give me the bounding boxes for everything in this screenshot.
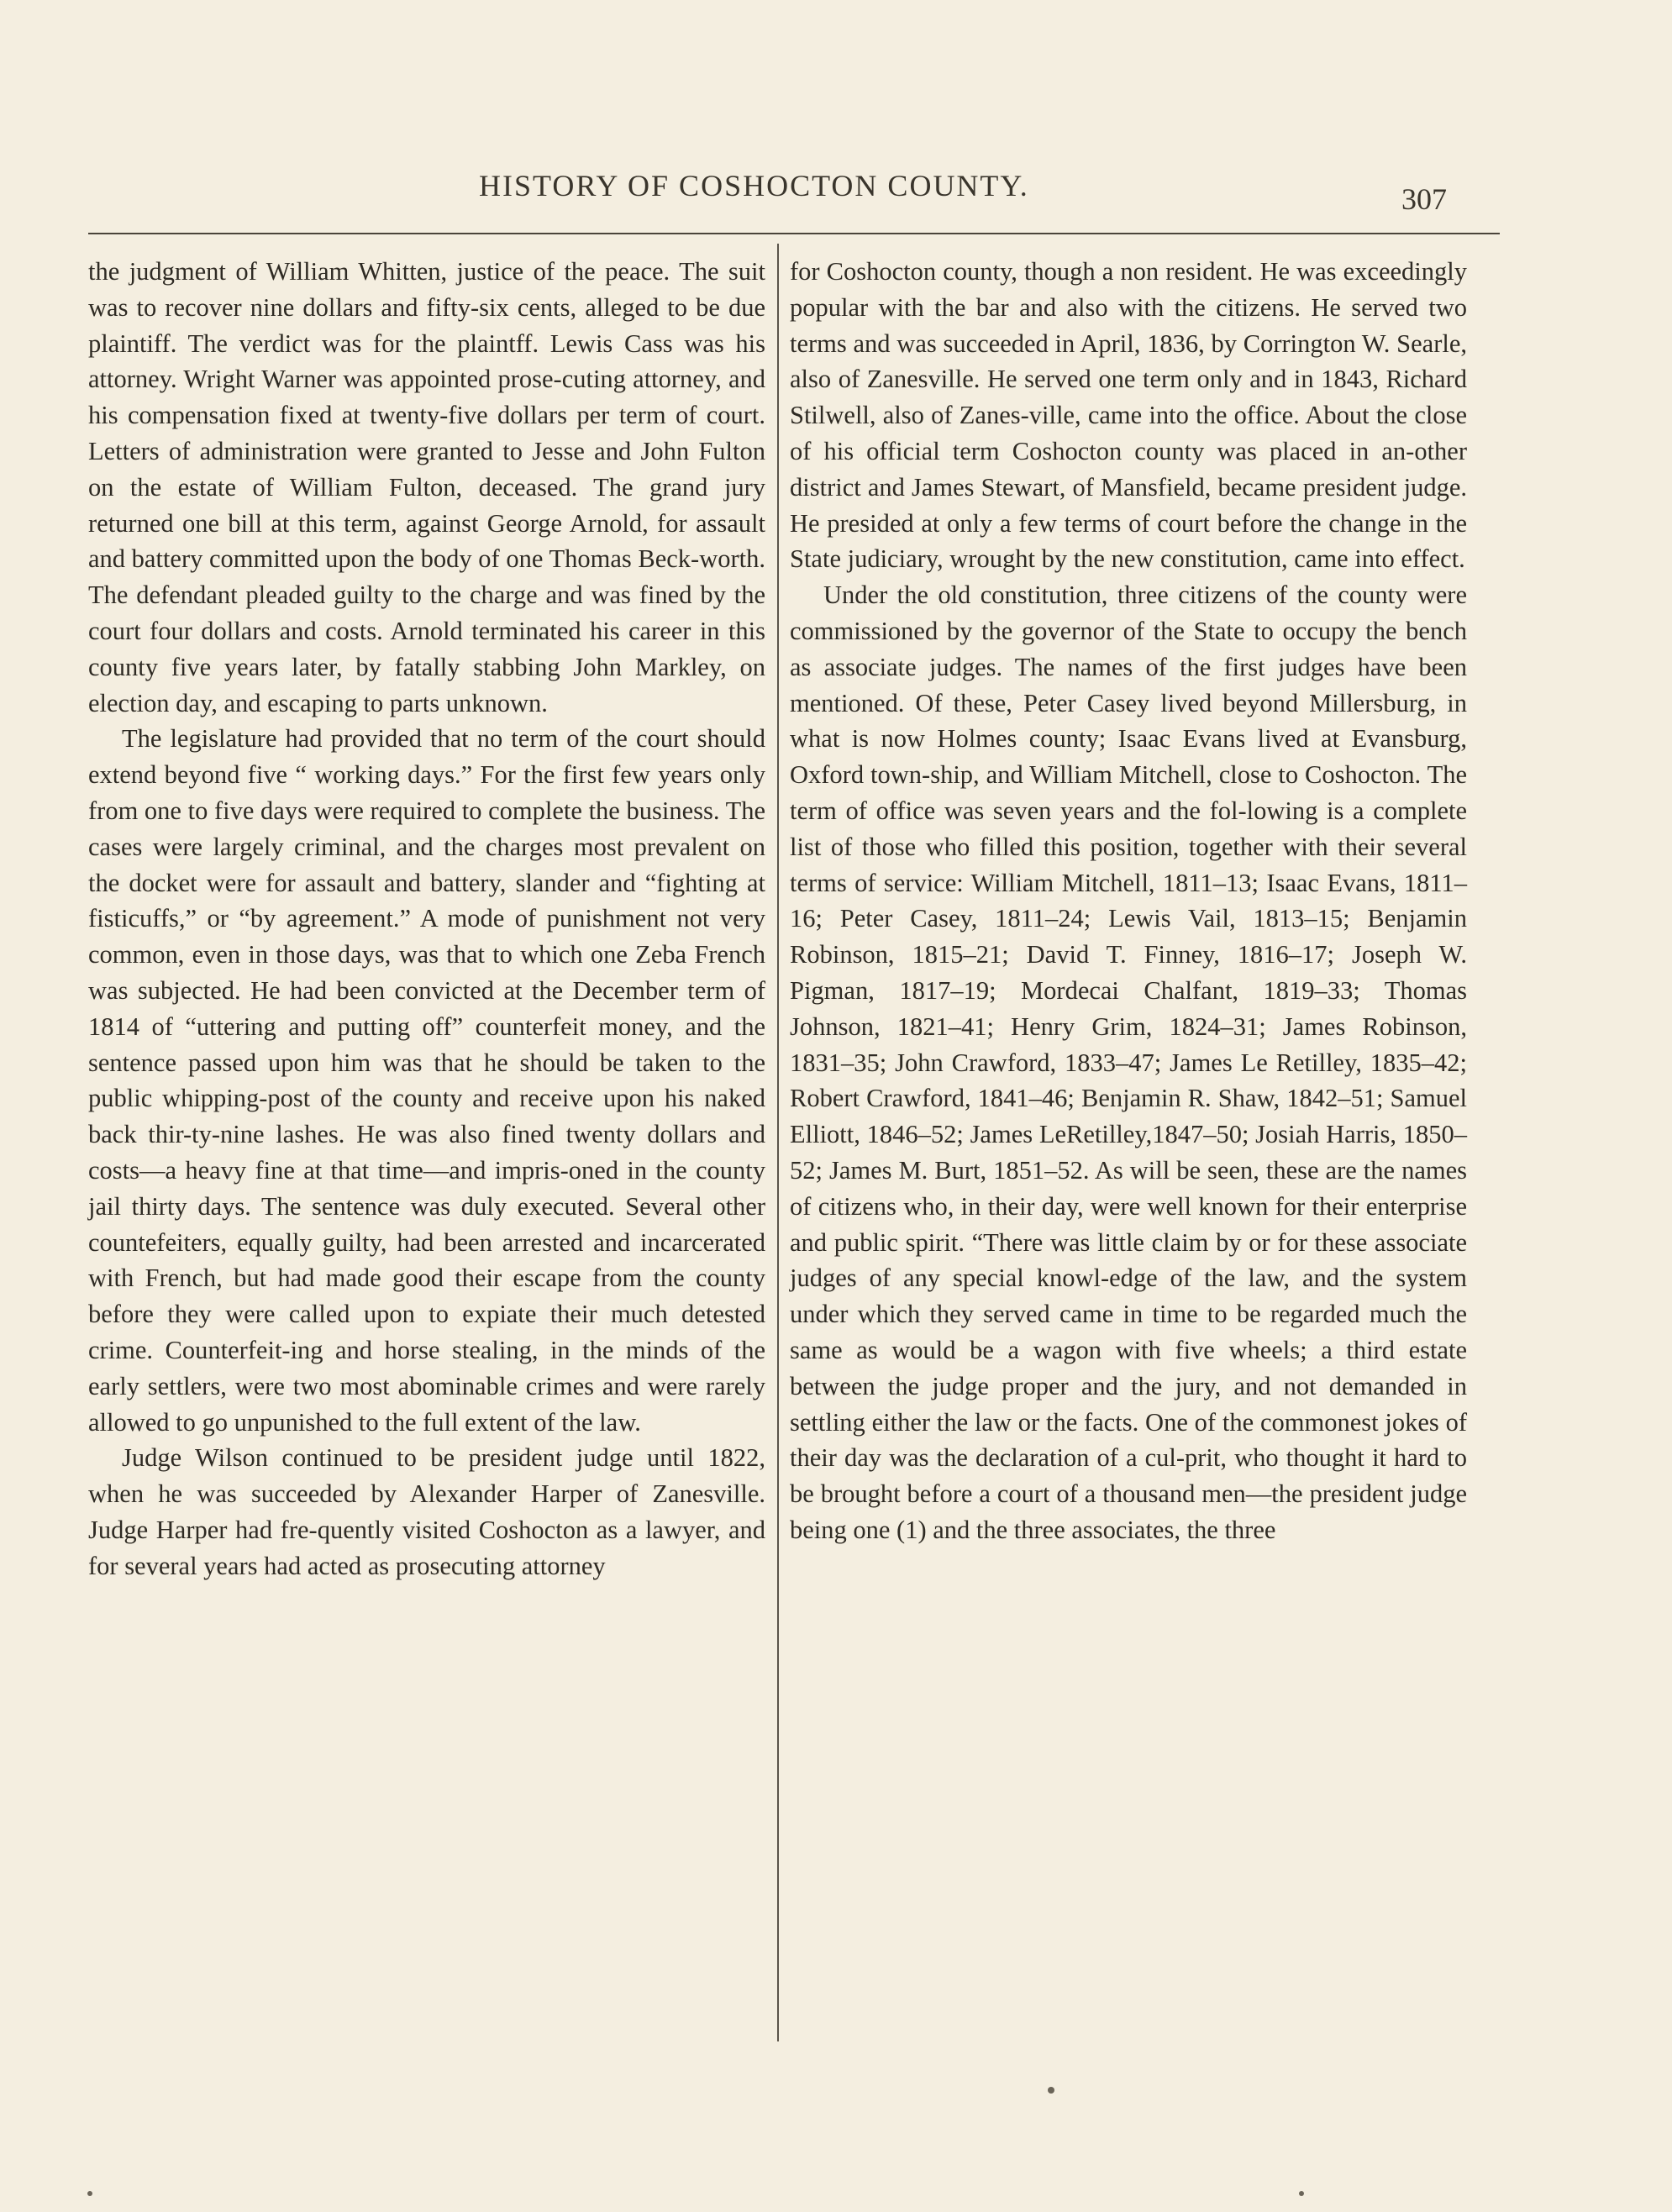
paragraph: for Coshocton county, though a non resident. He was exceedingly popular with the bar and also with the citizens. He served two terms and was succeeded in April, 1836, by Corrington W. Searle, also of Zanesville. He served one term only and in 1843, Richard Stilwell, also of Zanes-ville, came into the office. About the close of his official term Coshocton county was placed in an-other district and James Stewart, of Mansfield, became president judge. He presided at only a few terms of court before the change in the State judiciary, wrought by the new constitution, came into effect.: [790, 257, 1467, 574]
right-column: [790, 254, 1467, 1548]
paper-speck: [1299, 2191, 1304, 2196]
paper-speck: [1048, 2087, 1054, 2094]
running-title: HISTORY OF COSHOCTON COUNTY.: [479, 169, 1029, 202]
header-rule: [88, 233, 1500, 234]
paragraph: Under the old constitution, three citizens of the county were commissioned by the governor of the State to occupy the bench as associate judges. The names of the first judges have been mentioned. Of these, Peter Casey lived beyond Millersburg, in what is now Holmes county; Isaac Evans lived at Evansburg, Oxford town-ship, and William Mitchell, close to Coshocton. The term of office was seven years and the fol-lowing is a complete list of those who filled this position, together with their several terms of service: William Mitchell, 1811–13; Isaac Evans, 1811–16; Peter Casey, 1811–24; Lewis Vail, 1813–15; Benjamin Robinson, 1815–21; David T. Finney, 1816–17; Joseph W. Pigman, 1817–19; Mordecai Chalfant, 1819–33; Thomas Johnson, 1821–41; Henry Grim, 1824–31; James Robinson, 1831–35; John Crawford, 1833–47; James Le Retilley, 1835–42; Robert Crawford, 1841–46; Benjamin R. Shaw, 1842–51; Samuel Elliott, 1846–52; James LeRetilley,1847–50; Josiah Harris, 1850–52; James M. Burt, 1851–52. As will be seen, these are the names of citizens who, in their day, were well known for their enterprise and public spirit. “There was little claim by or for these associate judges of any special knowl-edge of the law, and the system under which they served came in time to be regarded much the same as would be a wagon with five wheels; a third estate between the judge proper and the jury, and not demanded in settling either the law or the facts. One of the commonest jokes of their day was the declaration of a cul-prit, who thought it hard to be brought before a court of a thousand men—the president judge being one (1) and the three associates, the three: [790, 581, 1467, 1544]
column-divider: [777, 244, 779, 2041]
paragraph: The legislature had provided that no term of the court should extend beyond five “ working days.” For the first few years only from one to five days were required to complete the business. The cases were largely criminal, and the charges most prevalent on the docket were for assault and battery, slander and “fighting at fisticuffs,” or “by agreement.” A mode of punishment not very common, even in those days, was that to which one Zeba French was subjected. He had been convicted at the December term of 1814 of “uttering and putting off” counterfeit money, and the sentence passed upon him was that he should be taken to the public whipping-post of the county and receive upon his naked back thir-ty-nine lashes. He was also fined twenty dollars and costs—a heavy fine at that time—and impris-oned in the county jail thirty days. The sentence was duly executed. Several other countefeiters, equally guilty, had been arrested and incarcerated with French, but had made good their escape from the county before they were called upon to expiate their much detested crime. Counterfeit-ing and horse stealing, in the minds of the early settlers, were two most abominable crimes and were rarely allowed to go unpunished to the full extent of the law.: [88, 724, 765, 1437]
paragraph: Judge Wilson continued to be president judge until 1822, when he was succeeded by Alexander Harper of Zanesville. Judge Harper had fre-quently visited Coshocton as a lawyer, and for several years had acted as prosecuting attorney: [88, 1443, 765, 1580]
paragraph: the judgment of William Whitten, justice of the peace. The suit was to recover nine dollars and fifty-six cents, alleged to be due plaintiff. The verdict was for the plaintff. Lewis Cass was his attorney. Wright Warner was appointed prose-cuting attorney, and his compensation fixed at twenty-five dollars per term of court. Letters of administration were granted to Jesse and John Fulton on the estate of William Fulton, deceased. The grand jury returned one bill at this term, against George Arnold, for assault and battery committed upon the body of one Thomas Beck-worth. The defendant pleaded guilty to the charge and was fined by the court four dollars and costs. Arnold terminated his career in this county five years later, by fatally stabbing John Markley, on election day, and escaping to parts unknown.: [88, 257, 765, 717]
page-number: 307: [1401, 182, 1447, 216]
paper-speck: [87, 2191, 92, 2196]
left-column: [88, 254, 765, 1584]
